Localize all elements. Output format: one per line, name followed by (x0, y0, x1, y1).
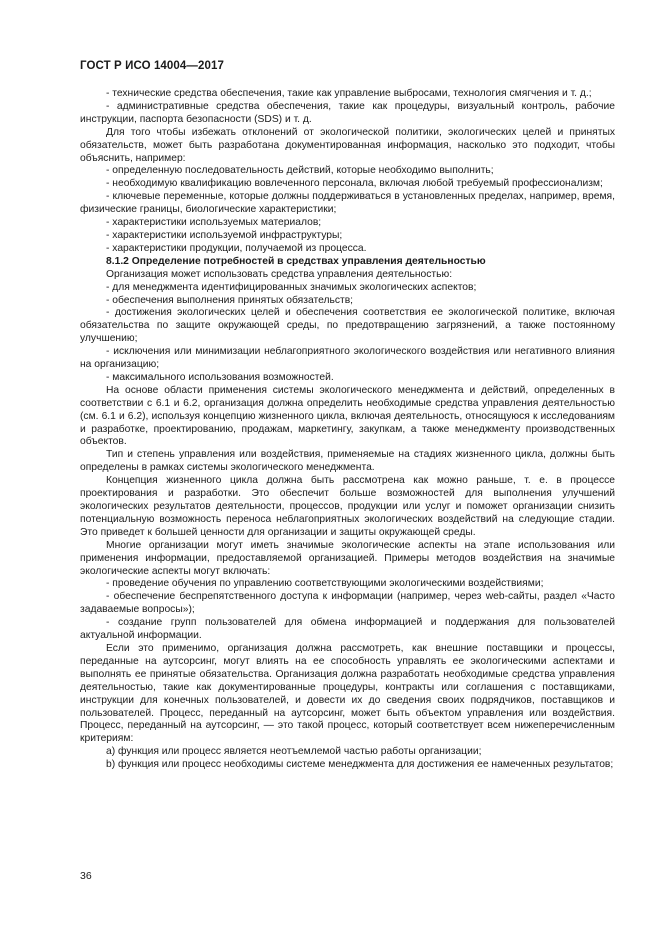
standard-header: ГОСТ Р ИСО 14004—2017 (80, 60, 225, 72)
paragraph: - характеристики продукции, получаемой из процесса. (106, 242, 367, 254)
paragraph: На основе области применения системы экологического менеджмента и действий, определенных в соответствии с 6.1 и 6.2, организация должна определить необходимые средства управления деятельностью (см. 6.1 и 6.2), используя концепцию жизненного цикла, включая деятельность, относящуюся к исследованиям и разработке, проектированию, продажам, маркетингу, закупкам, а также менеджменту производственных объектов. (80, 384, 615, 448)
paragraph: Концепция жизненного цикла должна быть рассмотрена как можно раньше, т. е. в процессе проектирования и разработки. Это обеспечит больше возможностей для выполнения улучшений экологических результатов деятельности, процессов, продукции или услуг и поможет организации снизить потенциальную возможность переноса неблагоприятных экологических воздействий на следующие стадии. Это приведет к большей ценности для организации и защиты окружающей среды. (80, 475, 615, 538)
paragraph: - для менеджмента идентифицированных значимых экологических аспектов; (106, 281, 477, 293)
paragraph: - ключевые переменные, которые должны поддерживаться в установленных пределах, например, время, физические границы, биологические характеристики; (80, 191, 615, 216)
paragraph: - обеспечение беспрепятственного доступа к информации (например, через web-сайты, раздел «Часто задаваемые вопросы»); (80, 591, 615, 616)
paragraph: - характеристики используемой инфраструктуры; (106, 229, 343, 241)
section-heading: 8.1.2 Определение потребностей в средствах управления деятельностью (106, 255, 486, 267)
paragraph: Для того чтобы избежать отклонений от экологической политики, экологических целей и принятых обязательств, может быть разработана документированная информация, насколько это подходит, чтобы объяснить, например: (80, 126, 615, 164)
paragraph: Тип и степень управления или воздействия, применяемые на стадиях жизненного цикла, должны быть определены в рамках системы экологического менеджмента. (80, 449, 615, 474)
paragraph: - создание групп пользователей для обмена информацией и поддержания для пользователей актуальной информации. (80, 617, 615, 642)
paragraph: - характеристики используемых материалов; (106, 217, 322, 229)
paragraph: Организация может использовать средства управления деятельностью: (106, 268, 453, 280)
paragraph: - обеспечения выполнения принятых обязательств; (106, 294, 354, 306)
body-text (80, 88, 615, 772)
paragraph: - достижения экологических целей и обеспечения соответствия ее экологической политике, включая обязательства по защите окружающей среды, по предотвращению загрязнений, а также постоянному улучшению; (80, 307, 615, 345)
paragraph: - проведение обучения по управлению соответствующими экологическими воздействиями; (106, 578, 544, 590)
paragraph: - определенную последовательность действий, которые необходимо выполнить; (106, 165, 494, 177)
paragraph: - необходимую квалификацию вовлеченного персонала, включая любой требуемый профессионализм; (106, 178, 603, 190)
paragraph: - исключения или минимизации неблагоприятного экологического воздействия или негативного влияния на организацию; (80, 346, 615, 371)
paragraph: - максимального использования возможностей. (106, 371, 334, 383)
page-number: 36 (80, 870, 92, 882)
paragraph: - технические средства обеспечения, такие как управление выбросами, технология смягчения и т. д.; (106, 88, 592, 99)
paragraph: a) функция или процесс является неотъемлемой частью работы организации; (106, 746, 482, 758)
paragraph: Если это применимо, организация должна рассмотреть, как внешние поставщики и процессы, переданные на аутсорсинг, могут влиять на ее способность управлять ее экологическими аспектами и выполнять ее принятые обязательства. Организация должна разработать необходимые средства управления деятельностью, такие как документированные процедуры, контракты или соглашения с поставщиками, инструкции для конечных пользователей, и довести их до сведения своих подрядчиков, поставщиков и пользователей. Процесс, переданный на аутсорсинг, может быть объектом управления или воздействия. Процесс, переданный на аутсорсинг, — это такой процесс, который соответствует всем нижеперечисленным критериям: (80, 642, 615, 745)
paragraph: - административные средства обеспечения, такие как процедуры, визуальный контроль, рабочие инструкции, паспорта безопасности (SDS) и т. д. (80, 100, 615, 125)
paragraph: Многие организации могут иметь значимые экологические аспекты на этапе использования или применения информации, предоставляемой организацией. Примеры методов воздействия на значимые экологические аспекты могут включать: (80, 539, 615, 577)
paragraph: b) функция или процесс необходимы системе менеджмента для достижения ее намеченных результатов; (106, 759, 614, 771)
